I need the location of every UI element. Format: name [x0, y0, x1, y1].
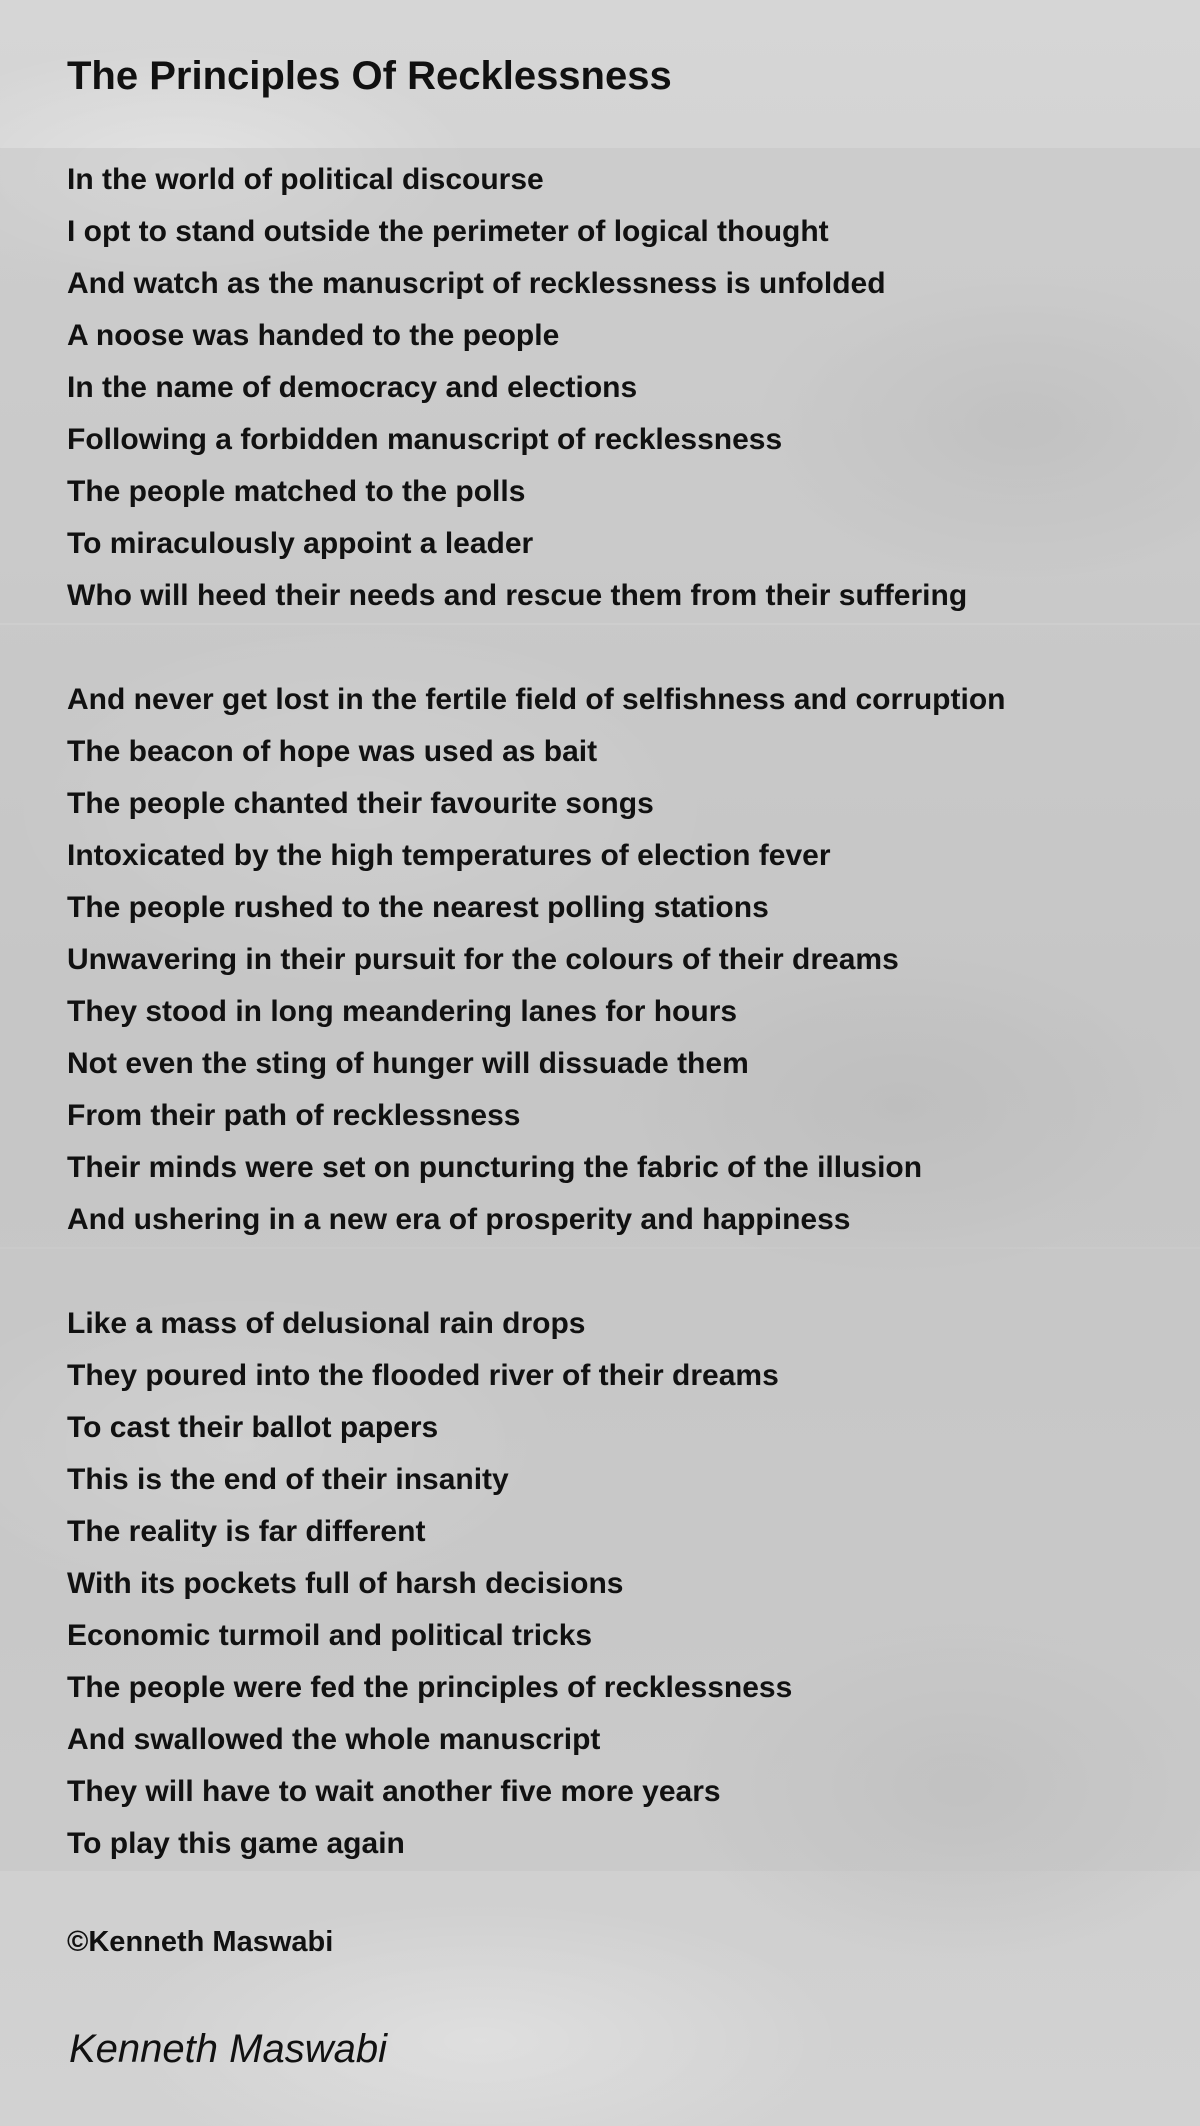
stanza-1 [67, 154, 967, 622]
poem-line: To play this game again [67, 1827, 405, 1860]
poem-line: This is the end of their insanity [67, 1463, 509, 1496]
poem-line: I opt to stand outside the perimeter of logical thought [67, 215, 829, 248]
poem-line: They will have to wait another five more years [67, 1775, 721, 1808]
author-signature: Kenneth Maswabi [69, 2027, 387, 2071]
poem-line: They stood in long meandering lanes for hours [67, 995, 738, 1028]
stanza-2 [67, 674, 1005, 1246]
poem-line: With its pockets full of harsh decisions [67, 1567, 624, 1600]
poem-line: And never get lost in the fertile field of selfishness and corruption [67, 683, 1006, 716]
poem-line: And ushering in a new era of prosperity and happiness [67, 1203, 851, 1236]
poem-line: The people were fed the principles of recklessness [67, 1671, 793, 1704]
poem-line: Like a mass of delusional rain drops [67, 1307, 586, 1340]
poem-line: The people rushed to the nearest polling stations [67, 891, 769, 924]
poem-line: The beacon of hope was used as bait [67, 735, 598, 768]
poem-line: To cast their ballot papers [67, 1411, 439, 1444]
poem-line: Not even the sting of hunger will dissuade them [67, 1047, 749, 1080]
poem-line: And swallowed the whole manuscript [67, 1723, 601, 1756]
poem-line: Their minds were set on puncturing the fabric of the illusion [67, 1151, 923, 1184]
poem-line: They poured into the flooded river of their dreams [67, 1359, 779, 1392]
stanza-3 [67, 1298, 792, 1870]
poem-line: To miraculously appoint a leader [67, 527, 534, 560]
poem-line: Economic turmoil and political tricks [67, 1619, 593, 1652]
poem-line: The people matched to the polls [67, 475, 526, 508]
poem-line: The reality is far different [67, 1515, 426, 1548]
poem-line: And watch as the manuscript of recklessness is unfolded [67, 267, 886, 300]
copyright-notice: ©Kenneth Maswabi [67, 1926, 334, 1958]
poem-line: Who will heed their needs and rescue them from their suffering [67, 579, 968, 612]
poem-line: In the world of political discourse [67, 163, 544, 196]
poem-line: From their path of recklessness [67, 1099, 521, 1132]
poem-line: Following a forbidden manuscript of recklessness [67, 423, 783, 456]
poem-line: Unwavering in their pursuit for the colours of their dreams [67, 943, 899, 976]
poem-title: The Principles Of Recklessness [67, 54, 672, 98]
poem-line: Intoxicated by the high temperatures of election fever [67, 839, 831, 872]
poem-line: The people chanted their favourite songs [67, 787, 654, 820]
poem-line: A noose was handed to the people [67, 319, 560, 352]
poem-line: In the name of democracy and elections [67, 371, 638, 404]
